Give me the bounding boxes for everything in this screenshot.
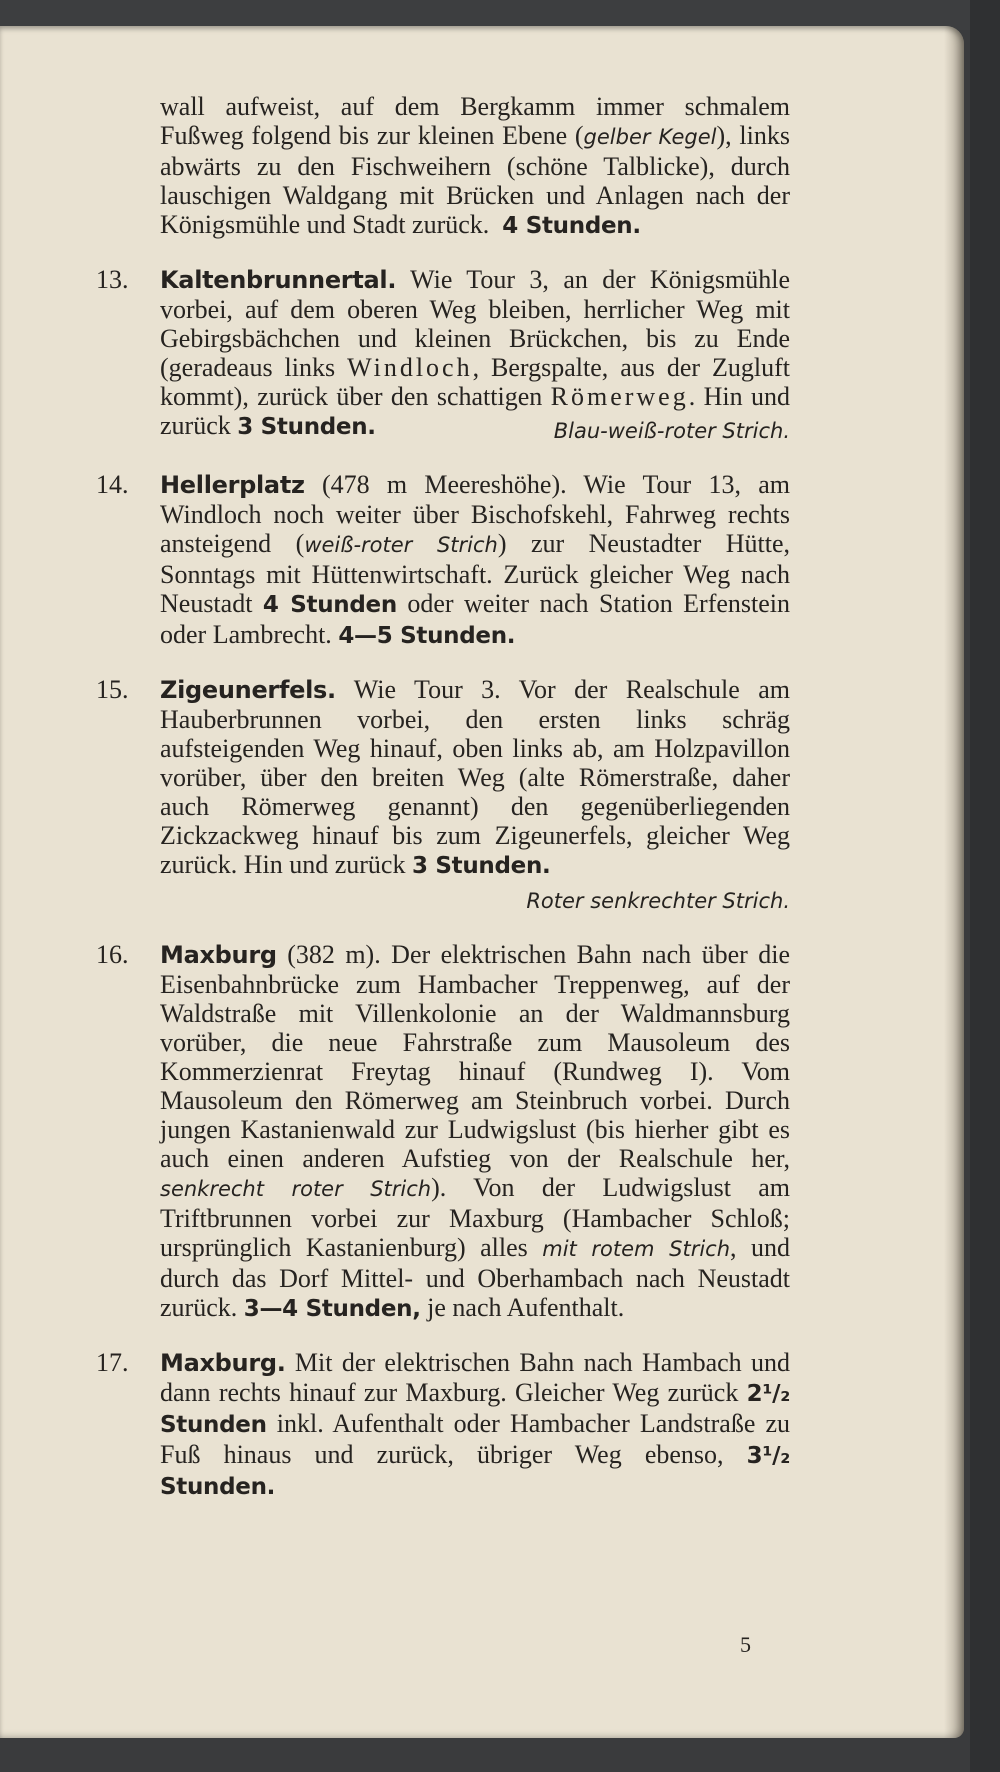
tour-trail-mark: weiß-roter Strich (304, 533, 498, 557)
intro-duration: 4 Stunden. (502, 213, 641, 239)
tour-text: ). Von der Ludwigslust am Triftbrunnen vorbei zur Maxburg (Hambacher Schloß; ursprünglich Kastanienburg) alles (160, 1173, 790, 1262)
tour-entry-16 (96, 940, 790, 1324)
tour-number: 16. (96, 940, 129, 969)
tour-number: 13. (96, 265, 129, 294)
tour-text: Wie Tour 3, an der Königsmühle vorbei, auf dem oberen Weg bleiben, herrlicher Weg mit Gebirgsbächchen und kleinen Brückchen, bis zu Ende (geradeaus links (160, 265, 790, 382)
tour-entry-13 (96, 265, 790, 446)
intro-trail-mark: gelber Kegel (583, 125, 717, 149)
tour-heading: Maxburg (160, 941, 277, 969)
tour-entry-15 (96, 675, 790, 916)
intro-paragraph (160, 92, 790, 241)
tour-number: 15. (96, 675, 129, 704)
intro-text-2: ), links abwärts zu den Fischweihern (schöne Talblicke), durch lauschigen Waldgang mit Brücken und Anlagen nach der Königsmühle und Stadt zurück. (160, 121, 790, 239)
tour-text: , Bergspalte, aus der Zugluft kommt), zurück über den schattigen (160, 353, 790, 411)
tour-heading: Maxburg. (160, 1349, 286, 1377)
tour-duration: 4 Stunden (262, 592, 397, 618)
scan-background-right (970, 0, 1000, 1772)
page-number: 5 (740, 1632, 751, 1657)
tour-spaced-name: Windloch (347, 353, 473, 382)
tour-duration: 3 Stunden. (411, 853, 551, 879)
tour-text: , und durch das Dorf Mittel- und Oberhambach nach Neustadt zurück. (160, 1233, 791, 1322)
tour-duration: 3—4 Stunden, (243, 1296, 421, 1322)
tour-heading: Zigeunerfels. (160, 676, 336, 704)
tour-text: oder weiter nach Station Erfenstein oder Lambrecht. (160, 589, 790, 649)
page-edge-shadow (944, 26, 964, 1738)
page-text (96, 78, 790, 1502)
tour-duration: 4—5 Stunden. (338, 623, 516, 649)
tour-trail-mark: mit rotem Strich (542, 1237, 731, 1261)
tour-text: inkl. Aufenthalt oder Hambacher Landstraße zu Fuß hinaus und zurück, übriger Weg ebenso, (160, 1409, 790, 1469)
tour-text: Mit der elektrischen Bahn nach Hambach und dann rechts hinauf zur Maxburg. Gleicher Weg zurück (160, 1348, 790, 1407)
tour-text: (382 m). Der elektrischen Bahn nach über die Eisenbahnbrücke zum Hambacher Treppenweg, auf der Waldstraße mit Villenkolonie an der Waldmannsburg vorüber, die neue Fahrstraße zum Mausoleum des Kommerzienrat Freytag hinauf (Rundweg I). Vom Mausoleum den Römerweg am Steinbruch vorbei. Durch jungen Kastanienwald zur Ludwigslust (bis hierher gibt es auch einen anderen Aufstieg von der Realschule her, (160, 940, 790, 1173)
tour-text: ) zur Neustadter Hütte, Sonntags mit Hüttenwirtschaft. Zurück gleicher Weg nach Neustadt (160, 529, 790, 618)
tour-duration: 3 Stunden. (237, 414, 376, 440)
tour-text: (478 m Meereshöhe). Wie Tour 13, am Windloch noch weiter über Bischofskehl, Fahrweg rechts ansteigend ( (160, 470, 790, 558)
tour-number: 17. (96, 1348, 129, 1377)
tour-trail-mark: senkrecht roter Strich (160, 1177, 432, 1201)
tour-duration: 2¹/₂ Stunden (160, 1381, 790, 1438)
intro-text-1: wall aufweist, auf dem Bergkamm immer schmalem Fußweg folgend bis zur kleinen Ebene ( (160, 92, 790, 150)
tour-number: 14. (96, 470, 129, 499)
tour-text: je nach Aufenthalt. (420, 1293, 625, 1322)
tour-heading: Hellerplatz (160, 471, 305, 499)
tour-entry-14 (96, 470, 790, 651)
tour-text: . Hin und zurück (160, 382, 791, 440)
tour-text: Wie Tour 3. Vor der Realschule am Hauberbrunnen vorbei, den ersten links schräg aufsteigenden Weg hinauf, oben links ab, am Holzpavillon vorüber, über den breiten Weg (alte Römerstraße, daher auch Römerweg genannt) den gegenüberliegenden Zickzackweg hinauf bis zum Zigeunerfels, gleicher Weg zurück. Hin und zurück (160, 675, 790, 879)
tour-entry-17 (96, 1348, 790, 1502)
tour-spaced-name: Römerweg (550, 382, 689, 411)
tour-heading: Kaltenbrunnertal. (160, 266, 397, 294)
tour-duration: 3¹/₂ Stunden. (160, 1443, 790, 1500)
tour-trail-mark: Roter senkrechter Strich. (526, 889, 790, 913)
tour-trail-mark: Blau-weiß-roter Strich. (553, 419, 790, 443)
